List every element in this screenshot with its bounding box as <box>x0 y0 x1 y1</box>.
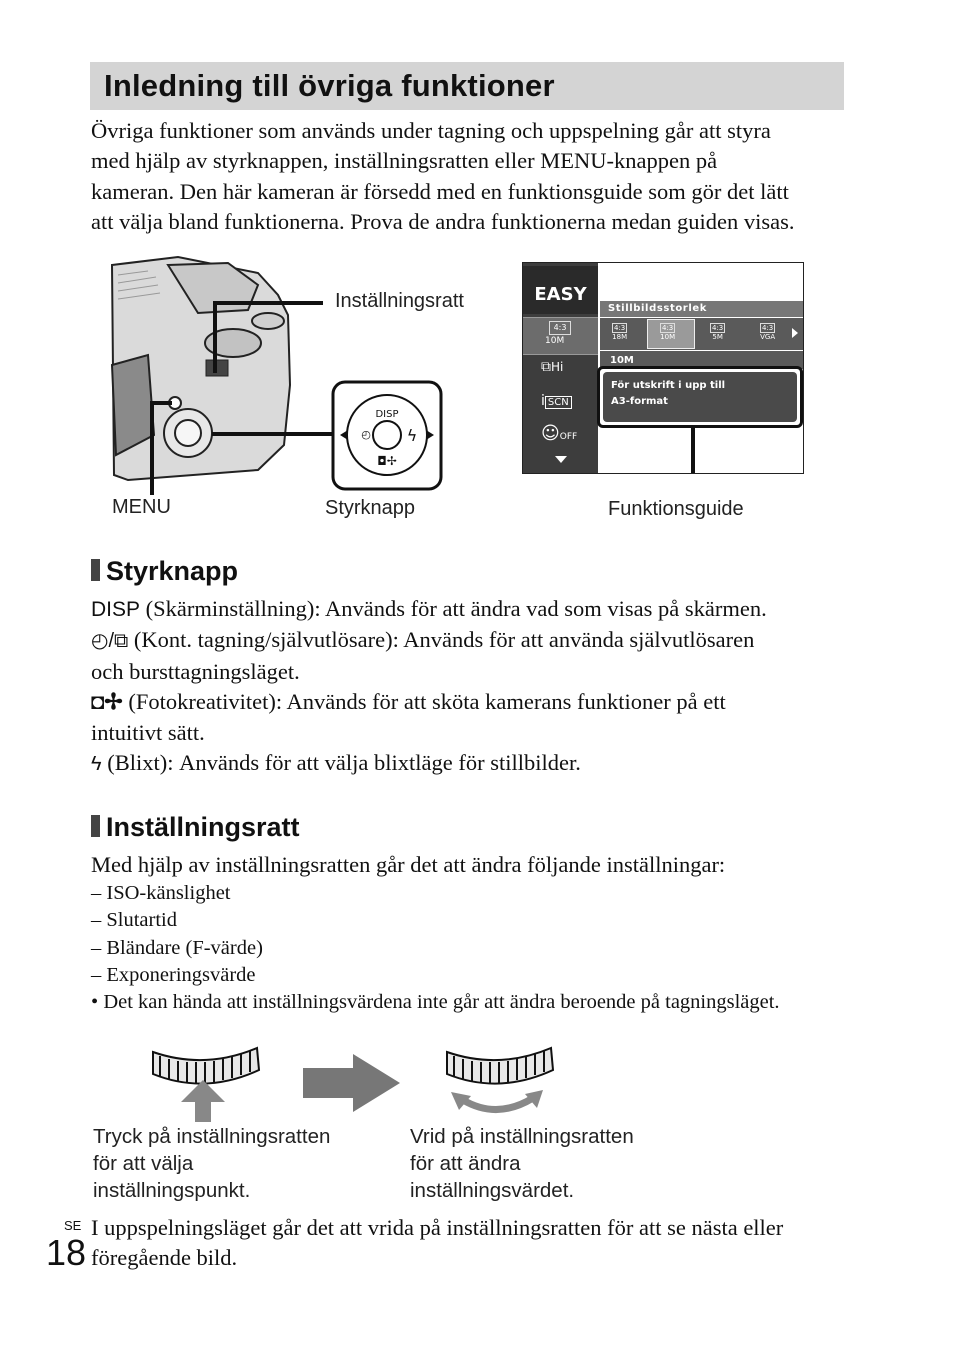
guide-callout-line <box>691 428 695 473</box>
size-options <box>600 318 803 350</box>
guide-frame <box>597 366 803 428</box>
heading-text: Styrknapp <box>106 556 239 586</box>
control-label: Styrknapp <box>325 497 416 519</box>
page-number: 18 <box>46 1232 87 1273</box>
body-text: (Fotokreativitet): Används för att sköta kamerans funktioner på ett <box>122 689 726 715</box>
photo-creativity-icon: ◘✢ <box>91 689 123 715</box>
body-text: (Blixt): Används för att välja blixtläge för stillbilder. <box>101 750 581 776</box>
caption-line: inställningsvärdet. <box>410 1179 575 1202</box>
caption-line: inställningspunkt. <box>93 1179 251 1202</box>
closing-line: I uppspelningsläget går det att vrida på inställningsratten för att se nästa eller <box>91 1215 784 1240</box>
self-timer-icon: ◴ <box>361 428 371 441</box>
guide-label: Funktionsguide <box>608 498 744 520</box>
burst-line <box>91 625 871 656</box>
smile-menu-item: ☺OFF <box>541 423 578 444</box>
title-bar <box>90 62 844 110</box>
list-item: – Bländare (F-värde) <box>91 936 263 959</box>
screen-header: Stillbildsstorlek <box>600 301 803 317</box>
burst-menu-item: ⧉Hi <box>541 359 564 375</box>
list-item: – ISO-känslighet <box>91 882 231 904</box>
heading-marker <box>91 559 100 581</box>
heading-marker <box>91 815 100 837</box>
dial-press-icon <box>153 1048 259 1122</box>
disp-label: DISP <box>375 409 399 420</box>
size-option[interactable]: 4:3 5M <box>712 324 724 341</box>
intro-paragraph <box>91 116 851 238</box>
heading-text: Inställningsratt <box>106 812 300 842</box>
page-title: Inledning till övriga funktioner <box>104 68 555 103</box>
ratt-list <box>91 880 891 1016</box>
heading-styrknapp <box>91 556 238 587</box>
off-text: OFF <box>559 432 578 442</box>
rotate-caption <box>410 1123 634 1204</box>
intro-line: att välja bland funktionerna. Prova de andra funktionerna medan guiden visas. <box>91 209 795 235</box>
flash-icon: ϟ <box>91 753 102 776</box>
ratio-badge: 4:3 <box>549 321 571 335</box>
dial-rotate-icon <box>447 1048 553 1110</box>
scroll-down-icon <box>555 456 567 463</box>
size-text: 10M <box>545 336 565 346</box>
body-text: intuitivt sätt. <box>91 719 205 745</box>
size-option-selected[interactable]: 4:3 10M <box>647 319 695 349</box>
scene-menu-item: i SCN <box>541 393 572 409</box>
ratt-intro: Med hjälp av inställningsratten går det att ändra följande inställningar: <box>91 852 726 877</box>
flash-line <box>91 748 871 779</box>
intro-line: Övriga funktioner som används under tagning och uppspelning går att styra <box>91 118 771 143</box>
closing-line: föregående bild. <box>91 1245 238 1271</box>
caption-line: för att ändra <box>410 1152 521 1175</box>
guide-line: För utskrift i upp till <box>611 380 726 391</box>
menu-label: MENU <box>112 496 171 518</box>
image-size-menu-item <box>523 317 598 355</box>
dial-label: Inställningsratt <box>335 290 464 312</box>
size-option[interactable]: 4:3 VGA <box>760 324 776 341</box>
closing-paragraph <box>91 1213 871 1274</box>
easy-menu-item: EASY <box>523 266 598 314</box>
current-size: 10M <box>600 351 803 369</box>
styrknapp-body <box>91 594 871 779</box>
guide-line: A3-format <box>611 396 668 407</box>
intro-line: kameran. Den här kameran är försedd med en funktionsguide som gör det lätt <box>91 178 789 204</box>
note-item <box>91 989 891 1016</box>
heading-installningsratt <box>91 812 300 843</box>
function-guide-box <box>603 372 797 422</box>
camera-screen <box>522 262 804 474</box>
caption-line: Tryck på inställningsratten <box>93 1125 331 1148</box>
list-item: – Slutartid <box>91 909 177 932</box>
flash-icon: ϟ <box>406 426 418 445</box>
body-text: (Skärminställning): Används för att ändra vad som visas på skärmen. <box>140 596 767 621</box>
body-text: (Kont. tagning/självutlösare): Används för att använda självutlösaren <box>128 627 755 653</box>
intro-line: med hjälp av styrknappen, inställningsratten eller MENU-knappen på <box>91 148 718 174</box>
body-text: och bursttagningsläget. <box>91 658 300 684</box>
hi-text: Hi <box>551 360 564 374</box>
page-language: SE <box>64 1218 82 1233</box>
caption-line: Vrid på inställningsratten <box>410 1125 634 1148</box>
scn-text: SCN <box>545 396 572 409</box>
bullet: • <box>91 991 99 1014</box>
note-text: Det kan hända att inställningsvärdena inte går att ändra beroende på tagningsläget. <box>103 991 780 1014</box>
caption-line: för att välja <box>93 1152 194 1175</box>
list-item: – Exponeringsvärde <box>91 963 256 986</box>
press-caption <box>93 1123 330 1204</box>
creative-line <box>91 687 871 717</box>
arrow-right-icon <box>303 1054 400 1112</box>
disp-word: DISP <box>91 598 141 621</box>
photo-creativity-icon: ◘✢ <box>377 454 397 468</box>
disp-line <box>91 594 871 625</box>
self-timer-burst-icon: ◴/⧉ <box>91 630 129 653</box>
size-option[interactable]: 4:3 18M <box>612 324 628 341</box>
arrow-right-icon <box>792 328 798 338</box>
shutter-button <box>252 313 284 329</box>
dial-illustration <box>145 1040 565 1125</box>
